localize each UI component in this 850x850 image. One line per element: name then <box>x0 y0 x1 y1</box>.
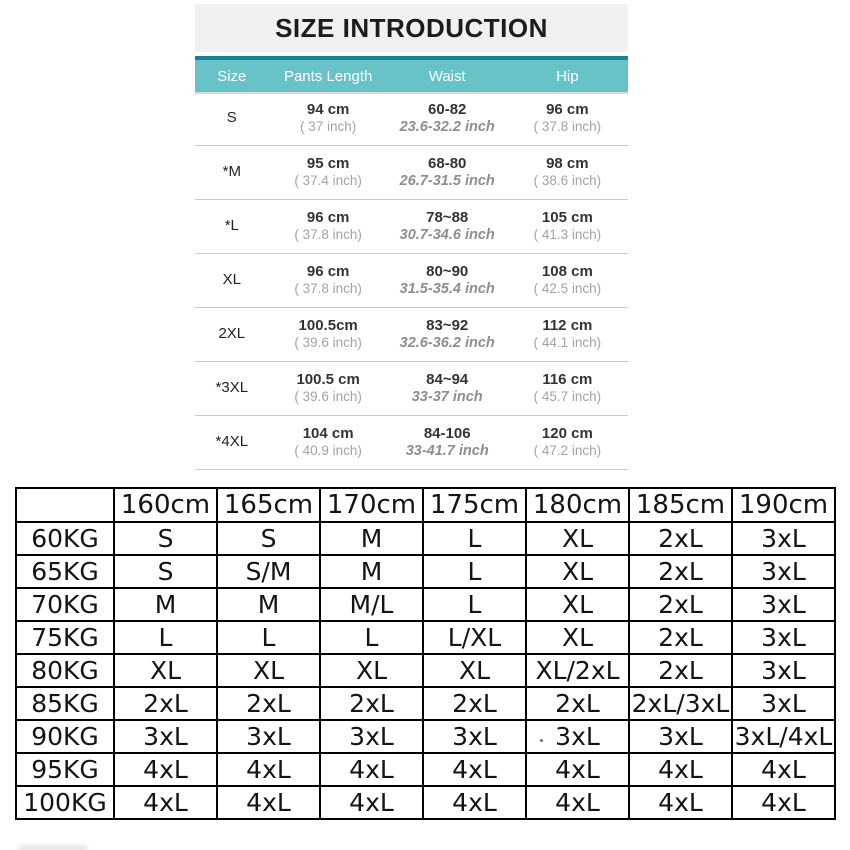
height-header-cell: 185cm <box>629 488 732 522</box>
height-header-cell: 180cm <box>526 488 629 522</box>
pants-inch-value: ( 39.6 inch) <box>294 335 362 351</box>
matrix-cell: 3xL <box>732 621 835 654</box>
height-weight-matrix <box>15 487 836 820</box>
matrix-row <box>16 588 835 621</box>
pants-cm-value: 95 cm <box>306 155 350 173</box>
matrix-row <box>16 753 835 786</box>
matrix-cell: 2xL <box>629 654 732 687</box>
matrix-cell: L <box>423 522 526 555</box>
matrix-cell: 2xL <box>217 687 320 720</box>
matrix-body <box>16 522 835 819</box>
speck <box>540 739 543 742</box>
matrix-cell: 3xL <box>732 588 835 621</box>
matrix-cell: 2xL <box>629 621 732 654</box>
hip-cm-value: 120 cm <box>541 425 593 443</box>
matrix-cell: 3xL <box>732 654 835 687</box>
pants-length-cell <box>269 209 388 244</box>
matrix-cell: 2xL <box>629 588 732 621</box>
column-header-hip: Hip <box>556 67 579 85</box>
waist-cell <box>388 371 507 407</box>
watermark-smudge <box>18 845 88 850</box>
hip-inch-value: ( 47.2 inch) <box>533 443 602 459</box>
hip-cm-value: 112 cm <box>542 317 593 335</box>
matrix-cell: XL <box>217 654 320 687</box>
matrix-header <box>16 488 835 522</box>
matrix-cell: 4xL <box>732 786 835 819</box>
waist-cm-value: 84~94 <box>426 370 469 388</box>
matrix-row <box>16 621 835 654</box>
pants-cm-value: 96 cm <box>306 263 350 281</box>
matrix-cell: 3xL <box>423 720 526 753</box>
pants-inch-value: ( 39.6 inch) <box>294 389 362 405</box>
size-row <box>195 362 628 416</box>
hip-inch-value: ( 37.8 inch) <box>533 119 602 135</box>
matrix-cell: 2xL <box>114 687 217 720</box>
size-cell <box>195 163 269 181</box>
matrix-cell: 4xL <box>526 786 629 819</box>
waist-cm-value: 60-82 <box>428 100 467 118</box>
matrix-cell: XL/2xL <box>526 654 629 687</box>
size-cell <box>195 325 269 343</box>
matrix-row <box>16 522 835 555</box>
matrix-row <box>16 687 835 720</box>
size-cell <box>195 379 269 397</box>
matrix-cell: 3xL <box>526 720 629 753</box>
height-header-cell: 175cm <box>423 488 526 522</box>
size-introduction-table <box>195 4 628 470</box>
hip-cell <box>507 371 628 406</box>
waist-cell <box>388 425 507 461</box>
waist-cell <box>388 155 507 191</box>
matrix-cell: 4xL <box>732 753 835 786</box>
size-value: *3XL <box>215 379 249 397</box>
matrix-cell: 3xL <box>732 687 835 720</box>
hip-cell <box>507 209 628 244</box>
waist-cm-value: 78~88 <box>426 208 469 226</box>
weight-header-cell: 60KG <box>16 522 114 555</box>
waist-cell <box>388 263 507 299</box>
column-header-size: Size <box>217 67 247 85</box>
matrix-cell: 4xL <box>217 753 320 786</box>
pants-length-cell <box>269 317 388 352</box>
matrix-row <box>16 555 835 588</box>
hip-inch-value: ( 45.7 inch) <box>533 389 602 405</box>
size-row <box>195 92 628 146</box>
matrix-cell: XL <box>320 654 423 687</box>
hip-inch-value: ( 42.5 inch) <box>533 281 602 297</box>
matrix-cell: M <box>320 522 423 555</box>
matrix-header-row <box>16 488 835 522</box>
waist-inch-value: 31.5-35.4 inch <box>399 280 495 297</box>
weight-header-cell: 65KG <box>16 555 114 588</box>
pants-length-cell <box>269 425 388 460</box>
matrix-cell: 2xL/3xL <box>629 687 732 720</box>
waist-cm-value: 84-106 <box>423 424 471 442</box>
size-value: *M <box>222 163 241 181</box>
matrix-cell: XL <box>423 654 526 687</box>
pants-cm-value: 96 cm <box>306 209 350 227</box>
waist-cm-value: 80~90 <box>426 262 469 280</box>
hip-cm-value: 108 cm <box>541 263 593 281</box>
waist-cell <box>388 101 507 137</box>
matrix-cell: M <box>114 588 217 621</box>
size-value: *4XL <box>215 433 249 451</box>
size-table-rows <box>195 92 628 470</box>
pants-inch-value: ( 37.4 inch) <box>294 173 362 189</box>
column-header-pants-length: Pants Length <box>283 67 373 85</box>
waist-inch-value: 33-41.7 inch <box>405 442 489 459</box>
hip-inch-value: ( 44.1 inch) <box>533 335 602 351</box>
matrix-cell: S <box>114 555 217 588</box>
matrix-cell: 2xL <box>526 687 629 720</box>
pants-inch-value: ( 37.8 inch) <box>294 227 362 243</box>
height-header-cell: 165cm <box>217 488 320 522</box>
waist-inch-value: 33-37 inch <box>411 388 483 405</box>
pants-cm-value: 94 cm <box>306 101 350 119</box>
matrix-row <box>16 654 835 687</box>
waist-cell <box>388 317 507 353</box>
size-cell <box>195 217 269 235</box>
size-value: S <box>226 109 237 127</box>
pants-cm-value: 104 cm <box>302 425 354 443</box>
size-cell <box>195 271 269 289</box>
matrix-row <box>16 786 835 819</box>
matrix-cell: 3xL/4xL <box>732 720 835 753</box>
weight-header-cell: 100KG <box>16 786 114 819</box>
matrix-cell: M/L <box>320 588 423 621</box>
matrix-cell: 3xL <box>732 522 835 555</box>
size-value: 2XL <box>218 325 246 343</box>
hip-cell <box>507 101 628 136</box>
matrix-cell: L <box>423 588 526 621</box>
hip-inch-value: ( 41.3 inch) <box>533 227 602 243</box>
hip-cell <box>507 425 628 460</box>
pants-cm-value: 100.5cm <box>298 317 358 335</box>
waist-cm-value: 68-80 <box>428 154 467 172</box>
height-header-cell: 170cm <box>320 488 423 522</box>
size-value: *L <box>224 217 239 235</box>
matrix-cell: 4xL <box>526 753 629 786</box>
pants-inch-value: ( 40.9 inch) <box>294 443 362 459</box>
weight-header-cell: 85KG <box>16 687 114 720</box>
matrix-cell: 4xL <box>629 786 732 819</box>
matrix-cell: S <box>217 522 320 555</box>
matrix-row <box>16 720 835 753</box>
pants-length-cell <box>269 101 388 136</box>
matrix-corner-cell <box>16 488 114 522</box>
matrix-cell: 3xL <box>732 555 835 588</box>
matrix-cell: 4xL <box>114 753 217 786</box>
size-row <box>195 254 628 308</box>
matrix-cell: L <box>320 621 423 654</box>
weight-header-cell: 95KG <box>16 753 114 786</box>
weight-header-cell: 80KG <box>16 654 114 687</box>
matrix-cell: XL <box>526 522 629 555</box>
pants-cm-value: 100.5 cm <box>296 371 360 389</box>
matrix-cell: XL <box>526 621 629 654</box>
waist-inch-value: 30.7-34.6 inch <box>399 226 495 243</box>
hip-cell <box>507 317 628 352</box>
weight-header-cell: 75KG <box>16 621 114 654</box>
matrix-cell: S/M <box>217 555 320 588</box>
matrix-cell: L <box>114 621 217 654</box>
matrix-cell: XL <box>114 654 217 687</box>
hip-inch-value: ( 38.6 inch) <box>533 173 602 189</box>
size-value: XL <box>222 271 241 289</box>
matrix-cell: 4xL <box>423 786 526 819</box>
matrix-cell: 2xL <box>423 687 526 720</box>
matrix-cell: 3xL <box>114 720 217 753</box>
matrix-cell: M <box>320 555 423 588</box>
matrix-cell: 3xL <box>629 720 732 753</box>
matrix-cell: 4xL <box>114 786 217 819</box>
matrix-cell: 4xL <box>320 753 423 786</box>
pants-length-cell <box>269 371 388 406</box>
matrix-cell: L <box>217 621 320 654</box>
size-cell <box>195 109 269 127</box>
waist-inch-value: 26.7-31.5 inch <box>399 172 495 189</box>
matrix-cell: M <box>217 588 320 621</box>
hip-cm-value: 98 cm <box>546 155 589 173</box>
matrix-cell: L <box>423 555 526 588</box>
matrix-cell: XL <box>526 588 629 621</box>
page-title: SIZE INTRODUCTION <box>195 4 628 52</box>
hip-cell <box>507 155 628 190</box>
hip-cell <box>507 263 628 298</box>
waist-inch-value: 23.6-32.2 inch <box>399 118 495 135</box>
matrix-cell: 2xL <box>320 687 423 720</box>
height-header-cell: 160cm <box>114 488 217 522</box>
waist-cm-value: 83~92 <box>426 316 469 334</box>
size-row <box>195 416 628 470</box>
hip-cm-value: 116 cm <box>542 371 593 389</box>
pants-inch-value: ( 37 inch) <box>300 119 357 135</box>
matrix-cell: L/XL <box>423 621 526 654</box>
pants-inch-value: ( 37.8 inch) <box>294 281 362 297</box>
matrix-cell: 4xL <box>423 753 526 786</box>
matrix-cell: 4xL <box>320 786 423 819</box>
size-row <box>195 200 628 254</box>
matrix-cell: S <box>114 522 217 555</box>
matrix-cell: 3xL <box>217 720 320 753</box>
hip-cm-value: 105 cm <box>541 209 593 227</box>
matrix-cell: 3xL <box>320 720 423 753</box>
size-row <box>195 146 628 200</box>
matrix-cell: XL <box>526 555 629 588</box>
column-header-waist: Waist <box>428 67 466 85</box>
waist-inch-value: 32.6-36.2 inch <box>399 334 495 351</box>
matrix-cell: 2xL <box>629 555 732 588</box>
waist-cell <box>388 209 507 245</box>
matrix-cell: 4xL <box>217 786 320 819</box>
weight-header-cell: 70KG <box>16 588 114 621</box>
pants-length-cell <box>269 155 388 190</box>
size-row <box>195 308 628 362</box>
matrix-cell: 2xL <box>629 522 732 555</box>
weight-header-cell: 90KG <box>16 720 114 753</box>
pants-length-cell <box>269 263 388 298</box>
matrix-cell: 4xL <box>629 753 732 786</box>
height-header-cell: 190cm <box>732 488 835 522</box>
size-cell <box>195 433 269 451</box>
size-table-header <box>195 56 628 92</box>
hip-cm-value: 96 cm <box>546 101 589 119</box>
